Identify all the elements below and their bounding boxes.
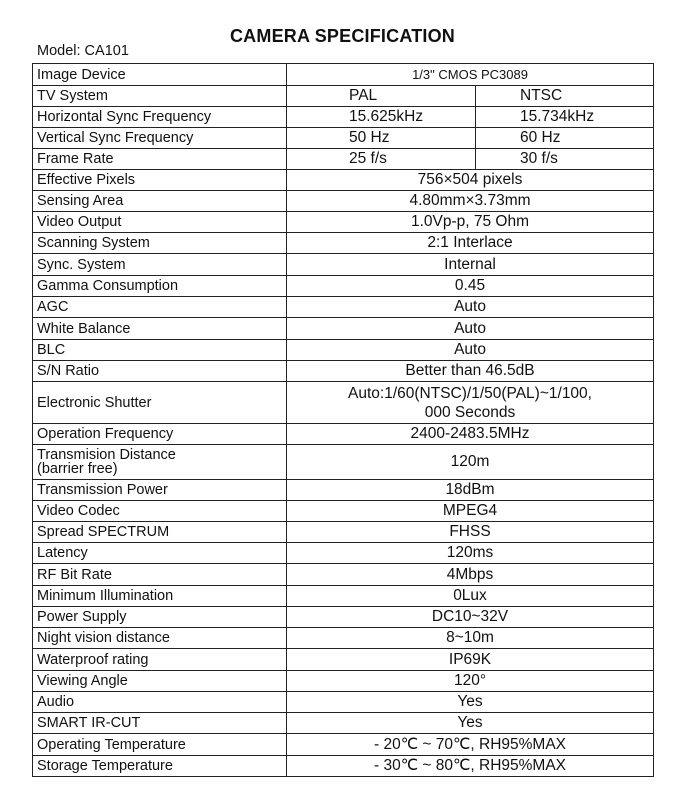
spec-value (287, 382, 654, 424)
table-row (33, 649, 654, 671)
spec-value: FHSS (287, 522, 654, 543)
spec-label: Gamma Consumption (33, 276, 287, 297)
spec-value: - 20℃ ~ 70℃, RH95%MAX (287, 734, 654, 756)
table-row (33, 86, 654, 107)
table-row (33, 170, 654, 191)
table-row (33, 361, 654, 382)
table-row (33, 149, 654, 170)
table-row (33, 276, 654, 297)
spec-label: Operating Temperature (33, 734, 287, 756)
table-row (33, 382, 654, 424)
spec-value: 0Lux (287, 586, 654, 607)
table-row (33, 480, 654, 501)
table-row (33, 254, 654, 276)
spec-label: Image Device (33, 64, 287, 86)
spec-label: Night vision distance (33, 628, 287, 649)
spec-value: 120° (287, 671, 654, 692)
spec-label: S/N Ratio (33, 361, 287, 382)
spec-label: Scanning System (33, 233, 287, 254)
table-row (33, 543, 654, 564)
spec-label: Waterproof rating (33, 649, 287, 671)
table-row (33, 191, 654, 212)
spec-value-pal: 25 f/s (287, 149, 476, 170)
spec-value: 1/3" CMOS PC3089 (287, 64, 654, 86)
spec-label: Power Supply (33, 607, 287, 628)
table-row (33, 445, 654, 480)
spec-value: 4.80mm×3.73mm (287, 191, 654, 212)
page-title: CAMERA SPECIFICATION (229, 26, 455, 46)
spec-value: 756×504 pixels (287, 170, 654, 191)
spec-label: Latency (33, 543, 287, 564)
spec-label: AGC (33, 297, 287, 318)
spec-label: Transmission Power (33, 480, 287, 501)
spec-value: Auto (287, 340, 654, 361)
spec-value-ntsc: NTSC (476, 86, 654, 107)
spec-label: Video Codec (33, 501, 287, 522)
spec-label: Vertical Sync Frequency (33, 128, 287, 149)
table-row (33, 756, 654, 777)
spec-value: 8~10m (287, 628, 654, 649)
spec-value: Better than 46.5dB (287, 361, 654, 382)
spec-label: Storage Temperature (33, 756, 287, 777)
spec-value-pal: 50 Hz (287, 128, 476, 149)
spec-label: SMART IR-CUT (33, 713, 287, 734)
table-row (33, 297, 654, 318)
table-row (33, 628, 654, 649)
spec-value: Yes (287, 692, 654, 713)
table-row (33, 607, 654, 628)
spec-value: Yes (287, 713, 654, 734)
spec-value: 4Mbps (287, 564, 654, 586)
table-row (33, 128, 654, 149)
table-row (33, 64, 654, 86)
spec-value: 2400-2483.5MHz (287, 424, 654, 445)
spec-table (32, 63, 654, 777)
spec-value: 18dBm (287, 480, 654, 501)
spec-value-line1: Auto:1/60(NTSC)/1/50(PAL)~1/100, (348, 384, 592, 402)
table-row (33, 734, 654, 756)
table-row (33, 318, 654, 340)
table-row (33, 340, 654, 361)
spec-label (33, 445, 287, 480)
spec-value-line2: 000 Seconds (424, 403, 516, 421)
spec-value: Auto (287, 318, 654, 340)
spec-label: Electronic Shutter (33, 382, 287, 424)
spec-value: DC10~32V (287, 607, 654, 628)
spec-label: White Balance (33, 318, 287, 340)
spec-value: 120m (287, 445, 654, 480)
table-row (33, 522, 654, 543)
spec-value: 0.45 (287, 276, 654, 297)
spec-label: Sensing Area (33, 191, 287, 212)
spec-value-ntsc: 30 f/s (476, 149, 654, 170)
spec-label: Operation Frequency (33, 424, 287, 445)
spec-label-line1: Transmision Distance (37, 447, 176, 463)
spec-label: TV System (33, 86, 287, 107)
table-row (33, 671, 654, 692)
model-label: Model: CA101 (37, 43, 129, 59)
spec-value: Internal (287, 254, 654, 276)
table-row (33, 501, 654, 522)
table-row (33, 424, 654, 445)
spec-value-pal: 15.625kHz (287, 107, 476, 128)
spec-value-ntsc: 15.734kHz (476, 107, 654, 128)
spec-label: Video Output (33, 212, 287, 233)
spec-value: IP69K (287, 649, 654, 671)
spec-value-ntsc: 60 Hz (476, 128, 654, 149)
spec-value: Auto (287, 297, 654, 318)
spec-label: Minimum Illumination (33, 586, 287, 607)
spec-value: 1.0Vp-p, 75 Ohm (287, 212, 654, 233)
table-row (33, 107, 654, 128)
table-row (33, 713, 654, 734)
spec-label: Sync. System (33, 254, 287, 276)
table-row (33, 586, 654, 607)
spec-label: Effective Pixels (33, 170, 287, 191)
table-row (33, 233, 654, 254)
spec-label: Horizontal Sync Frequency (33, 107, 287, 128)
table-row (33, 564, 654, 586)
spec-label: RF Bit Rate (33, 564, 287, 586)
spec-label: Audio (33, 692, 287, 713)
spec-value: 2:1 Interlace (287, 233, 654, 254)
spec-label-line2: (barrier free) (37, 461, 118, 477)
spec-value: - 30℃ ~ 80℃, RH95%MAX (287, 756, 654, 777)
spec-label: Viewing Angle (33, 671, 287, 692)
spec-label: Spread SPECTRUM (33, 522, 287, 543)
table-row (33, 692, 654, 713)
spec-value-pal: PAL (287, 86, 476, 107)
spec-label: Frame Rate (33, 149, 287, 170)
spec-label: BLC (33, 340, 287, 361)
spec-value: MPEG4 (287, 501, 654, 522)
spec-value: 120ms (287, 543, 654, 564)
table-row (33, 212, 654, 233)
